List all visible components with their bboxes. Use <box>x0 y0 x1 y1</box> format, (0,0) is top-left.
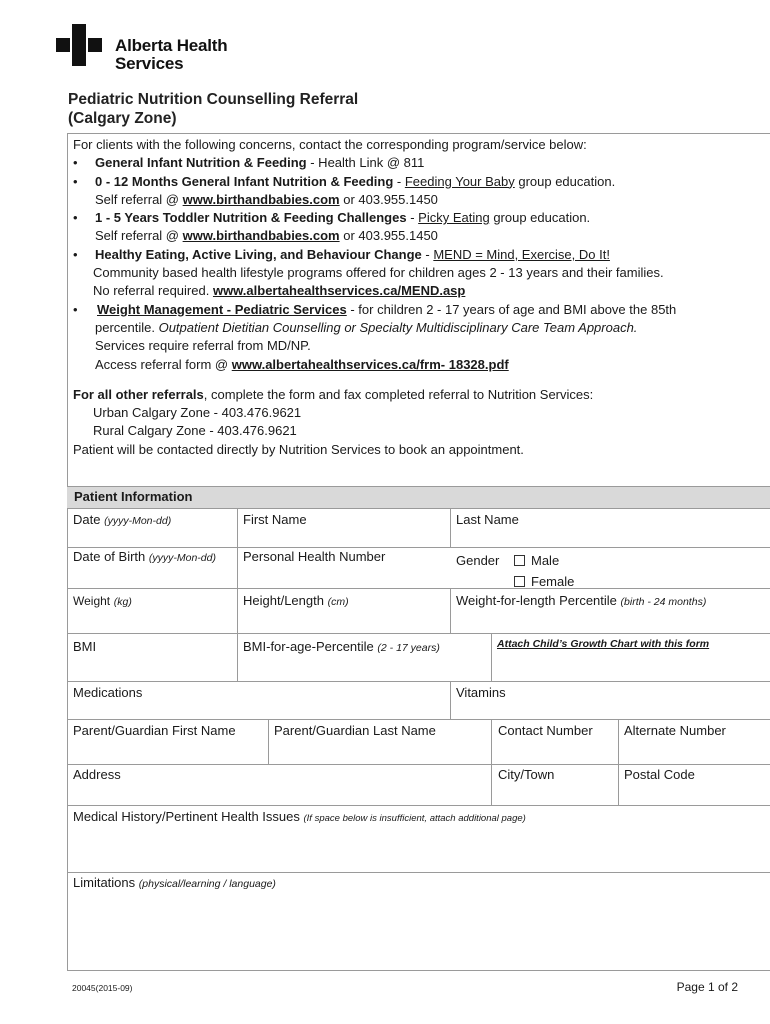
attach-growth-chart-note: Attach Child’s Growth Chart with this form <box>497 638 710 650</box>
alternate-number-field[interactable]: Alternate Number <box>624 723 726 738</box>
mend-link[interactable]: MEND = Mind, Exercise, Do It! <box>433 246 610 262</box>
form-title: Pediatric Nutrition Counselling Referral (Calgary Zone) <box>68 91 359 127</box>
birthandbabies-link[interactable]: www.birthandbabies.com <box>182 228 340 244</box>
vitamins-field[interactable]: Vitamins <box>456 685 506 700</box>
list-item: • Weight Management - Pediatric Services - for children 2 - 17 years of age and BMI above the 85th <box>73 301 677 317</box>
page-number: Page 1 of 2 <box>676 980 738 994</box>
rural-fax: Rural Calgary Zone - 403.476.9621 <box>93 423 297 439</box>
first-name-field[interactable]: First Name <box>243 512 307 527</box>
ahs-logo-text: Alberta Health Services <box>115 36 228 73</box>
wfl-field[interactable]: Weight-for-length Percentile (birth - 24 months) <box>456 593 707 608</box>
medical-history-field[interactable]: Medical History/Pertinent Health Issues (If space below is insufficient, attach additional page) <box>73 809 526 824</box>
list-item: • General Infant Nutrition & Feeding - Health Link @ 811 <box>73 155 425 171</box>
parent-last-name-field[interactable]: Parent/Guardian Last Name <box>274 723 436 738</box>
mend-url-link[interactable]: www.albertahealthservices.ca/MEND.asp <box>212 283 466 299</box>
postal-code-field[interactable]: Postal Code <box>624 767 695 782</box>
phn-field[interactable]: Personal Health Number <box>243 549 386 564</box>
bmi-field[interactable]: BMI <box>73 639 97 654</box>
male-checkbox[interactable]: Male <box>514 553 559 568</box>
gender-label: Gender <box>456 553 500 568</box>
last-name-field[interactable]: Last Name <box>456 512 519 527</box>
list-item: • 0 - 12 Months General Infant Nutrition & Feeding - Feeding Your Baby group education. <box>73 173 616 189</box>
weight-field[interactable]: Weight (kg) <box>73 594 132 608</box>
referral-form-link[interactable]: www.albertahealthservices.ca/frm- 18328.pdf <box>231 356 509 372</box>
bmi-percentile-field[interactable]: BMI-for-age-Percentile (2 - 17 years) <box>243 639 440 654</box>
list-item: • 1 - 5 Years Toddler Nutrition & Feeding Challenges - Picky Eating group education. <box>73 210 591 226</box>
urban-fax: Urban Calgary Zone - 403.476.9621 <box>93 405 302 421</box>
intro-lead: For clients with the following concerns, contact the corresponding program/service below: <box>73 137 587 152</box>
checkbox-icon <box>514 576 525 587</box>
list-item: • Healthy Eating, Active Living, and Behaviour Change - MEND = Mind, Exercise, Do It! <box>73 246 610 262</box>
form-code: 20045(2015-09) <box>72 983 133 993</box>
address-field[interactable]: Address <box>73 767 121 782</box>
birthandbabies-link[interactable]: www.birthandbabies.com <box>182 191 340 207</box>
height-field[interactable]: Height/Length (cm) <box>243 593 349 608</box>
feeding-your-baby-link[interactable]: Feeding Your Baby <box>404 173 515 189</box>
ahs-logo <box>56 24 256 76</box>
limitations-field[interactable]: Limitations (physical/learning / language) <box>73 875 276 890</box>
female-checkbox[interactable]: Female <box>514 574 574 589</box>
medications-field[interactable]: Medications <box>73 685 143 700</box>
date-field[interactable]: Date (yyyy-Mon-dd) <box>73 512 172 527</box>
picky-eating-link[interactable]: Picky Eating <box>418 210 490 226</box>
parent-first-name-field[interactable]: Parent/Guardian First Name <box>73 723 236 738</box>
ahs-logo-mark-icon <box>56 24 106 74</box>
patient-info-header: Patient Information <box>67 486 770 509</box>
intro-section: For clients with the following concerns, contact the corresponding program/service below: • General Infant Nutrition & Feeding - Health Link @ 811 • 0 - 12 Months General Infant Nutrition & Feeding - Feeding Your Baby group education. Self referral @ www.birthandbabies.com or 403.955.1450 • 1 - 5 Years Toddler Nutrition & Feeding Challenges - Picky Eating group education. Self referral @ www.birthandbabies.com or 403.955.1450 • Healthy Eating, Active Living, and Behaviour Change - MEND = Mind, Exercise, Do It! Community based health lifestyle programs offered for children ages 2 - 13 years and their families. No referral required. www.albertahealthservices.ca/MEND.asp • Weight Management - Pediatric Services - for children 2 - 17 years of age and BMI above the 85th percentile. Outpatient Dietitian Counselling or Specialty Multidisciplinary Care Team Approach. Services require referral from MD/NP. Access referral form @ www.albertahealthservices.ca/frm- 18328.pdf For all other referrals, complete the form and fax completed referral to Nutrition Services: Urban Calgary Zone - 403.476.9621 Rural Calgary Zone - 403.476.9621 Patient will be contacted directly by Nutrition Services to book an appointment. <box>73 136 763 459</box>
dob-field[interactable]: Date of Birth (yyyy-Mon-dd) <box>73 549 216 564</box>
checkbox-icon <box>514 555 525 566</box>
contact-number-field[interactable]: Contact Number <box>498 723 593 738</box>
city-field[interactable]: City/Town <box>498 767 555 782</box>
